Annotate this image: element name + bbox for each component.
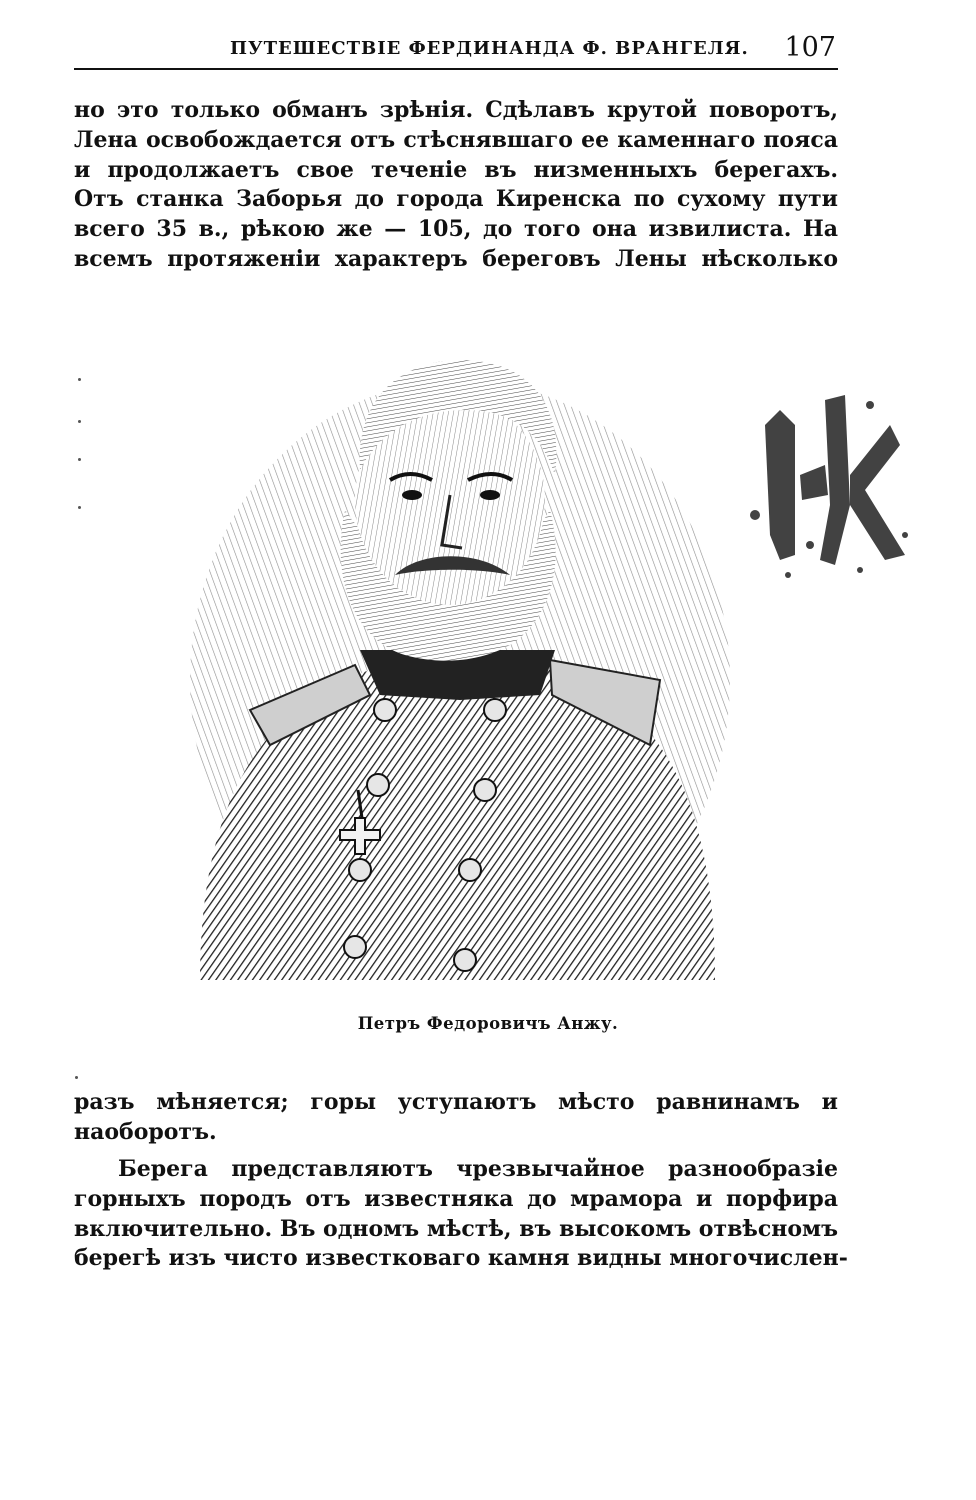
text-line: берегѣ изъ чисто известковаго камня видны многочислен- bbox=[74, 1245, 848, 1272]
portrait-engraving bbox=[180, 350, 740, 1000]
margin-speck bbox=[78, 458, 81, 461]
paragraph-1 bbox=[74, 96, 838, 275]
running-header bbox=[74, 32, 838, 70]
figure-caption: Петръ Федоровичъ Анжу. bbox=[357, 1014, 619, 1033]
text-line: наоборотъ. bbox=[74, 1118, 217, 1145]
paragraph-2 bbox=[74, 1088, 838, 1148]
text-line: Берега представляютъ чрезвычайное разнообразіе bbox=[118, 1156, 838, 1182]
text-line: разъ мѣняется; горы уступаютъ мѣсто равнинамъ и bbox=[74, 1089, 838, 1115]
margin-speck bbox=[78, 378, 81, 381]
text-line: и продолжаетъ свое теченіе въ низменныхъ берегахъ. bbox=[74, 156, 838, 183]
margin-speck bbox=[75, 1076, 78, 1079]
text-line: Отъ станка Заборья до города Киренска по сухому пути bbox=[74, 186, 838, 213]
paragraph-3 bbox=[74, 1155, 848, 1274]
text-line: всего 35 в., рѣкою же — 105, до того она извилиста. На bbox=[74, 216, 838, 243]
library-stamp bbox=[740, 385, 915, 585]
margin-speck bbox=[78, 420, 81, 423]
text-line: Лена освобождается отъ стѣснявшаго ее каменнаго пояса bbox=[74, 126, 838, 153]
library-stamp-icon bbox=[740, 385, 915, 585]
margin-speck bbox=[78, 506, 81, 509]
text-line: всемъ протяженіи характеръ береговъ Лены нѣсколько bbox=[74, 245, 838, 272]
text-line: но это только обманъ зрѣнія. Сдѣлавъ крутой поворотъ, bbox=[74, 97, 838, 123]
text-line: горныхъ породъ отъ известняка до мрамора и порфира bbox=[74, 1185, 838, 1212]
running-title: ПУТЕШЕСТВІЕ ФЕРДИНАНДА Ф. ВРАНГЕЛЯ. bbox=[230, 38, 749, 59]
text-line: включительно. Въ одномъ мѣстѣ, въ высокомъ отвѣсномъ bbox=[74, 1215, 838, 1242]
engraved-portrait-icon bbox=[180, 350, 740, 1000]
page-number: 107 bbox=[784, 32, 836, 63]
